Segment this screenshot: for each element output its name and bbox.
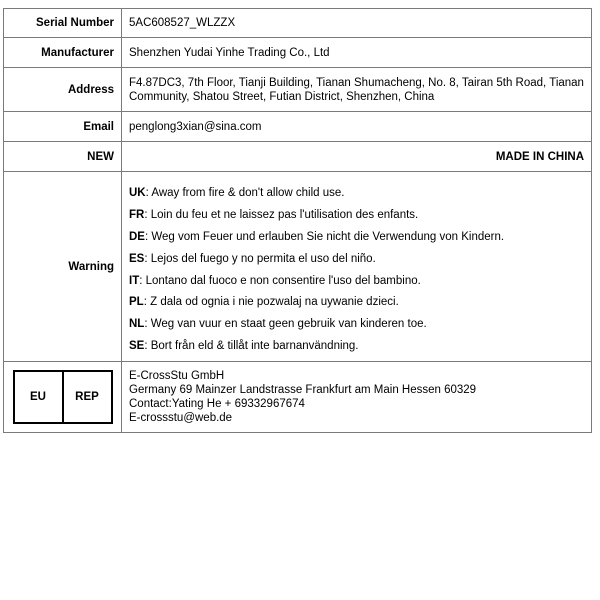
eu-rep-contact: Contact:Yating He + 69332967674 [129,398,305,410]
warning-line-se [129,338,584,360]
product-info-table [3,8,592,433]
eu-rep-company: E-CrossStu GmbH [129,370,225,382]
warning-code: UK [129,187,146,200]
warning-row [4,172,592,362]
warning-text: : Loin du feu et ne laissez pas l'utilisation des enfants. [144,209,419,222]
warning-code: SE [129,339,145,352]
email-value: penglong3xian@sina.com [122,112,592,142]
manufacturer-row [4,38,592,68]
warning-code: FR [129,209,145,222]
email-label: Email [4,112,122,142]
warning-list [122,172,592,362]
warning-label: Warning [4,172,122,362]
warning-text: : Weg vom Feuer und erlauben Sie nicht die Verwendung von Kindern. [144,230,505,243]
eu-rep-email: E-crossstu@web.de [129,412,233,424]
warning-code: DE [129,230,145,243]
warning-text: : Z dala od ognia i nie pozwalaj na uywanie dzieci. [143,296,399,309]
serial-number-value: 5AC608527_WLZZX [122,9,592,38]
warning-text: : Lontano dal fuoco e non consentire l'uso del bambino. [139,274,421,287]
warning-text: : Weg van vuur en staat geen gebruik van kinderen toe. [144,318,427,331]
warning-code: NL [129,318,145,331]
eu-rep-details [122,362,592,433]
serial-number-row [4,9,592,38]
eu-badge-text: EU [15,372,64,422]
made-in-china-text: MADE IN CHINA [122,142,592,172]
warning-line-es [129,251,584,273]
warning-code: ES [129,252,145,265]
warning-code: PL [129,296,144,309]
warning-code: IT [129,274,140,287]
address-row [4,68,592,112]
serial-number-label: Serial Number [4,9,122,38]
warning-line-it [129,273,584,295]
address-value: F4.87DC3, 7th Floor, Tianji Building, Tianan Shumacheng, No. 8, Tairan 5th Road, Tianan Community, Shatou Street, Futian District, Shenzhen, China [122,68,592,112]
warning-line-de [129,229,584,251]
warning-line-uk [129,185,584,207]
email-row [4,112,592,142]
eu-rep-badge-cell [4,362,122,433]
manufacturer-label: Manufacturer [4,38,122,68]
address-label: Address [4,68,122,112]
warning-text: : Away from fire & don't allow child use. [145,187,345,200]
eu-rep-row [4,362,592,433]
eu-rep-address: Germany 69 Mainzer Landstrasse Frankfurt am Main Hessen 60329 [129,384,477,396]
warning-line-pl [129,294,584,316]
rep-badge-text: REP [75,391,99,403]
manufacturer-value: Shenzhen Yudai Yinhe Trading Co., Ltd [122,38,592,68]
warning-line-nl [129,316,584,338]
warning-line-fr [129,207,584,229]
eu-rep-badge [13,370,113,424]
warning-text: : Bort från eld & tillåt inte barnanvändning. [144,339,359,352]
warning-text: : Lejos del fuego y no permita el uso del niño. [144,252,376,265]
new-label: NEW [4,142,122,172]
new-row [4,142,592,172]
